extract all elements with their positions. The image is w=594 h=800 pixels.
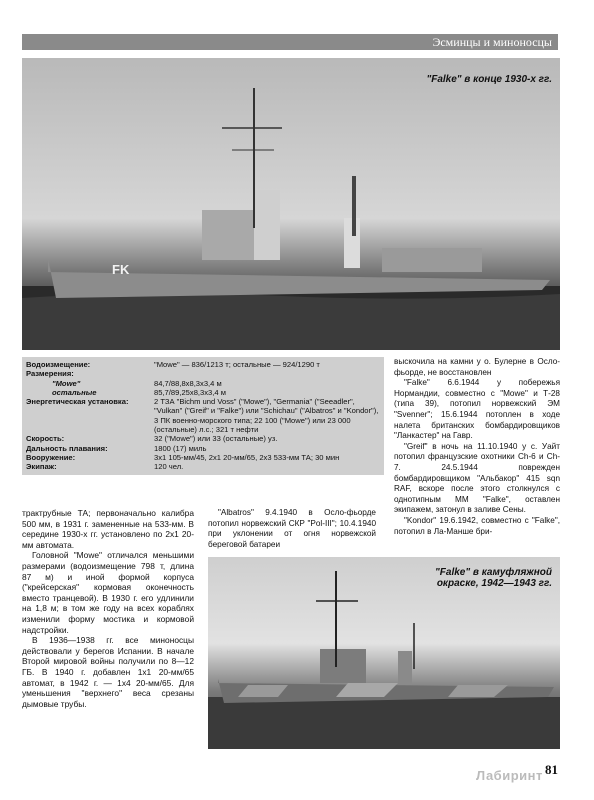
- left-text-column: [22, 508, 194, 709]
- spec-row: [22, 397, 384, 434]
- paragraph: "Kondor" 19.6.1942, совместно с "Falke", потопил в Ла-Манше бри-: [394, 515, 560, 536]
- right-text-column: [394, 357, 560, 537]
- paragraph: "Albatros" 9.4.1940 в Осло-фьорде потопил норвежский СКР "Pol-III"; 10.4.1940 при уклонении от огня норвежской береговой батареи: [208, 508, 376, 549]
- spec-row: [22, 388, 384, 397]
- page-number: 81: [545, 762, 558, 777]
- paragraph: "Greif" в ночь на 11.10.1940 у с. Уайт потопил французские охотники Ch-6 и Ch-7. 24.5.1944 поврежден бомбардировщиком "Альбакор" 415 sqn RAF, вскоре после этого столкнулся с однотипным ММ "Falke", оставлен экипажем, затонул в заливе Сены.: [394, 441, 560, 515]
- spec-row: [22, 434, 384, 443]
- destroyer-photo-bottom: [208, 557, 560, 749]
- spec-label: Вооружение:: [26, 452, 76, 462]
- spec-value: [154, 369, 384, 378]
- spec-row: [22, 453, 384, 462]
- destroyer-photo-top: [22, 58, 560, 350]
- spec-value: "Mowe" — 836/1213 т; остальные — 924/1290 т: [154, 360, 320, 369]
- spec-row: [22, 369, 384, 378]
- photo-top-caption-name: "Falke": [426, 74, 462, 85]
- spec-label: Энергетическая установка:: [26, 397, 129, 407]
- hull-code: FK: [112, 262, 130, 277]
- spec-value: 2 ТЗА "Bichm und Voss" ("Mowe"), "Germania" ("Seeadler", "Vulkan" ("Greif" и "Falke") или "Schichau" ("Albatros" и "Kondor"), 3 ПК военно-морского типа; 22 100 ("Mowe") или 23 000 (остальные) л.с.; 321 т нефти: [154, 397, 379, 435]
- spec-value: 120 чел.: [154, 462, 184, 472]
- paragraph: выскочила на камни у о. Булерне в Осло-фьорде, не восстановлен: [394, 357, 560, 377]
- photo-top-caption: [426, 74, 552, 85]
- ship-illustration-top: [22, 58, 560, 350]
- spec-label: Водоизмещение:: [26, 360, 91, 369]
- spec-value: 85,7/89,25х8,3х3,4 м: [154, 387, 226, 397]
- spec-label: Размерения:: [26, 369, 74, 379]
- photo-bottom-caption-text: в камуфляжной окраске, 1942—1943 гг.: [436, 567, 552, 589]
- specifications-table: [22, 357, 384, 475]
- paragraph: Головной "Mowe" отличался меньшими размерами (водоизмещение 798 т, длина 87 м) и иной формой корпуса ("крейсерская" кормовая оконечность вместо транцевой). В 1930 г. его удлинили на 1,8 м; в том же году на всех кораблях изменили форму мостика и кормовой надстройки.: [22, 550, 194, 635]
- spec-value: 1800 (17) миль: [154, 443, 207, 453]
- section-header-bar: [22, 34, 558, 50]
- spec-row: [22, 462, 384, 471]
- spec-value: 32 ("Mowe") или 33 (остальные) уз.: [154, 434, 278, 444]
- spec-value: 3х1 105-мм/45, 2х1 20-мм/65, 2х3 533-мм ТА; 30 мин: [154, 452, 340, 462]
- photo-bottom-caption: [402, 567, 552, 589]
- spec-label: Скорость:: [26, 434, 65, 444]
- watermark-logo: Лабиринт: [476, 768, 543, 783]
- spec-label: "Mowe": [52, 378, 81, 388]
- spec-row: [22, 360, 384, 369]
- spec-value: 84,7/88,8х8,3х3,4 м: [154, 378, 222, 388]
- photo-top-caption-text: в конце 1930-х гг.: [461, 74, 552, 85]
- photo-bottom-caption-name: "Falke": [435, 567, 471, 578]
- spec-label: остальные: [52, 387, 97, 397]
- spec-label: Дальность плавания:: [26, 443, 108, 453]
- middle-text-column: [208, 508, 376, 550]
- paragraph: трактрубные ТА; первоначально калибра 500 мм, в 1931 г. замененные на 533-мм. В середине 1930-х гг. установлено по 2х1 20-мм автомата.: [22, 508, 194, 550]
- paragraph: В 1936—1938 гг. все миноносцы действовали у берегов Испании. В начале Второй мировой войны получили по 8—12 ГБ. В 1940 г. добавлен 1х1 20-мм/65 автомат, в 1942 г. — 1х4 20-мм/65. Для уменьшения "верхнего" веса срезаны дымовые трубы.: [22, 635, 194, 709]
- paragraph: "Falke" 6.6.1944 у побережья Нормандии, совместно с "Mowe" и Т-28 (типа 39), потопил норвежский ЭМ "Svenner"; 15.6.1944 потоплен в ходе налета британских бомбардировщиков "Ланкастер" на Гавр.: [394, 378, 560, 441]
- spec-row: [22, 444, 384, 453]
- spec-label: Экипаж:: [26, 462, 57, 472]
- spec-row: [22, 379, 384, 388]
- section-title: Эсминцы и миноносцы: [432, 35, 552, 49]
